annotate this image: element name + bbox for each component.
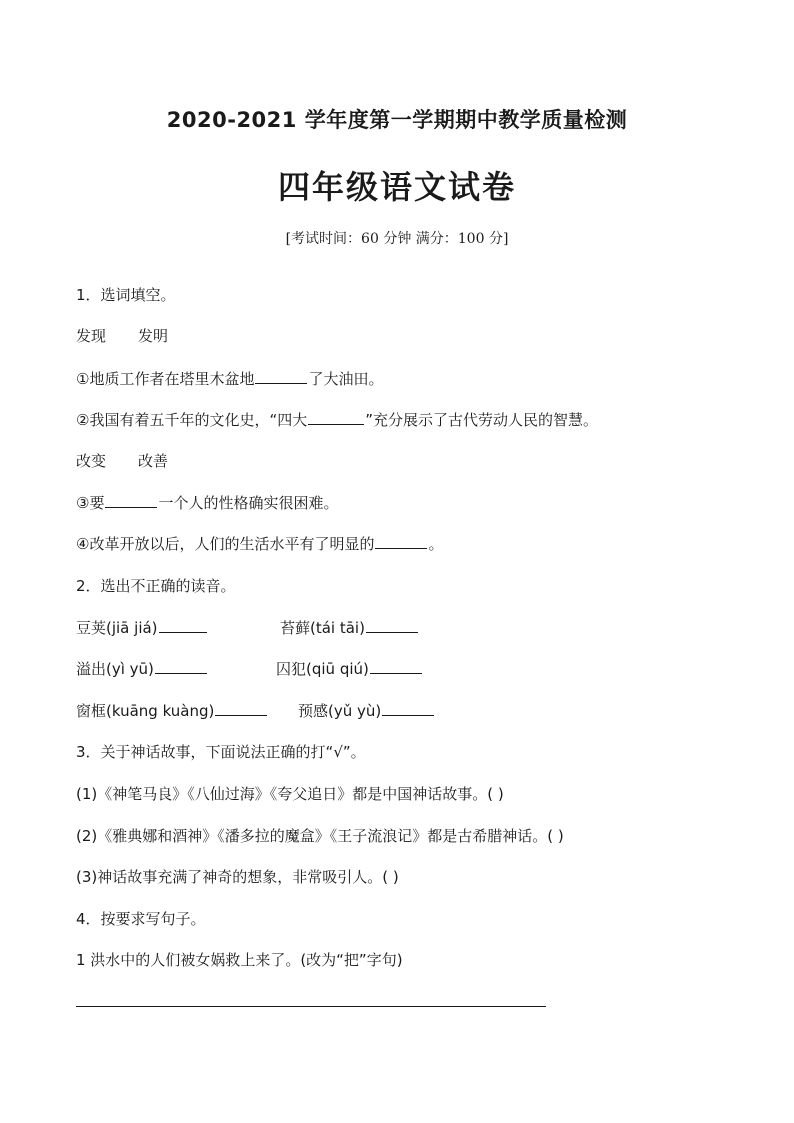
fill-blank[interactable] bbox=[375, 547, 427, 549]
fill-blank[interactable] bbox=[366, 631, 418, 633]
pinyin-item: 预感(yǔ yù) bbox=[298, 702, 382, 720]
pinyin-item: 豆荚(jiā jiá) bbox=[76, 619, 158, 637]
q3-statement-1: (1)《神笔马良》《八仙过海》《夸父追日》都是中国神话故事。( ) bbox=[76, 785, 504, 803]
q1-sentence-3 bbox=[76, 492, 338, 513]
q2-item bbox=[280, 617, 419, 638]
sentence-text: 一个人的性格确实很困难。 bbox=[158, 494, 339, 512]
q4-heading: 4．按要求写句子。 bbox=[76, 910, 206, 928]
fill-blank[interactable] bbox=[255, 382, 307, 384]
exam-title: 2020-2021 学年度第一学期期中教学质量检测 bbox=[166, 108, 628, 132]
q2-item bbox=[76, 700, 268, 721]
exam-subtitle: 四年级语文试卷 bbox=[277, 168, 516, 206]
q1-word-group-1 bbox=[76, 325, 168, 346]
fill-blank[interactable] bbox=[308, 423, 364, 425]
q1-heading: 1．选词填空。 bbox=[76, 286, 176, 304]
q1-sentence-4 bbox=[76, 533, 443, 554]
pinyin-item: 窗框(kuāng kuàng) bbox=[76, 702, 215, 720]
q2-item bbox=[298, 700, 435, 721]
q1-sentence-2 bbox=[76, 409, 598, 430]
sentence-text: ”充分展示了古代劳动人民的智慧。 bbox=[365, 411, 599, 429]
fill-blank[interactable] bbox=[382, 714, 434, 716]
word-option: 发明 bbox=[138, 327, 169, 345]
sentence-text: 了大油田。 bbox=[308, 370, 384, 388]
fill-blank[interactable] bbox=[155, 672, 207, 674]
pinyin-item: 囚犯(qiū qiú) bbox=[276, 660, 369, 678]
pinyin-item: 溢出(yì yū) bbox=[76, 660, 154, 678]
fill-blank[interactable] bbox=[105, 506, 157, 508]
q3-statement-2: (2)《雅典娜和酒神》《潘多拉的魔盒》《王子流浪记》都是古希腊神话。( ) bbox=[76, 827, 564, 845]
sentence-text: 。 bbox=[428, 535, 444, 553]
q2-heading: 2．选出不正确的读音。 bbox=[76, 577, 236, 595]
q2-item bbox=[76, 658, 208, 679]
fill-blank[interactable] bbox=[215, 714, 267, 716]
q1-word-group-2 bbox=[76, 450, 168, 471]
fill-blank[interactable] bbox=[159, 631, 207, 633]
q4-prompt-1: 1 洪水中的人们被女娲救上来了。(改为“把”字句) bbox=[76, 951, 403, 969]
sentence-text: ③要 bbox=[76, 494, 105, 512]
exam-info: [考试时间：60 分钟 满分：100 分] bbox=[285, 231, 509, 247]
q2-item bbox=[76, 617, 208, 638]
word-option: 发现 bbox=[76, 327, 107, 345]
q3-statement-3: (3)神话故事充满了神奇的想象，非常吸引人。( ) bbox=[76, 868, 399, 886]
fill-blank[interactable] bbox=[370, 672, 422, 674]
sentence-text: ④改革开放以后，人们的生活水平有了明显的 bbox=[76, 535, 375, 553]
word-option: 改善 bbox=[138, 452, 169, 470]
q2-item bbox=[276, 658, 423, 679]
sentence-text: ②我国有着五千年的文化史，“四大 bbox=[76, 411, 308, 429]
answer-line[interactable] bbox=[76, 1006, 546, 1007]
word-option: 改变 bbox=[76, 452, 107, 470]
q3-heading: 3．关于神话故事，下面说法正确的打“√”。 bbox=[76, 743, 366, 761]
sentence-text: ①地质工作者在塔里木盆地 bbox=[76, 370, 255, 388]
q1-sentence-1 bbox=[76, 368, 383, 389]
pinyin-item: 苔藓(tái tāi) bbox=[280, 619, 365, 637]
